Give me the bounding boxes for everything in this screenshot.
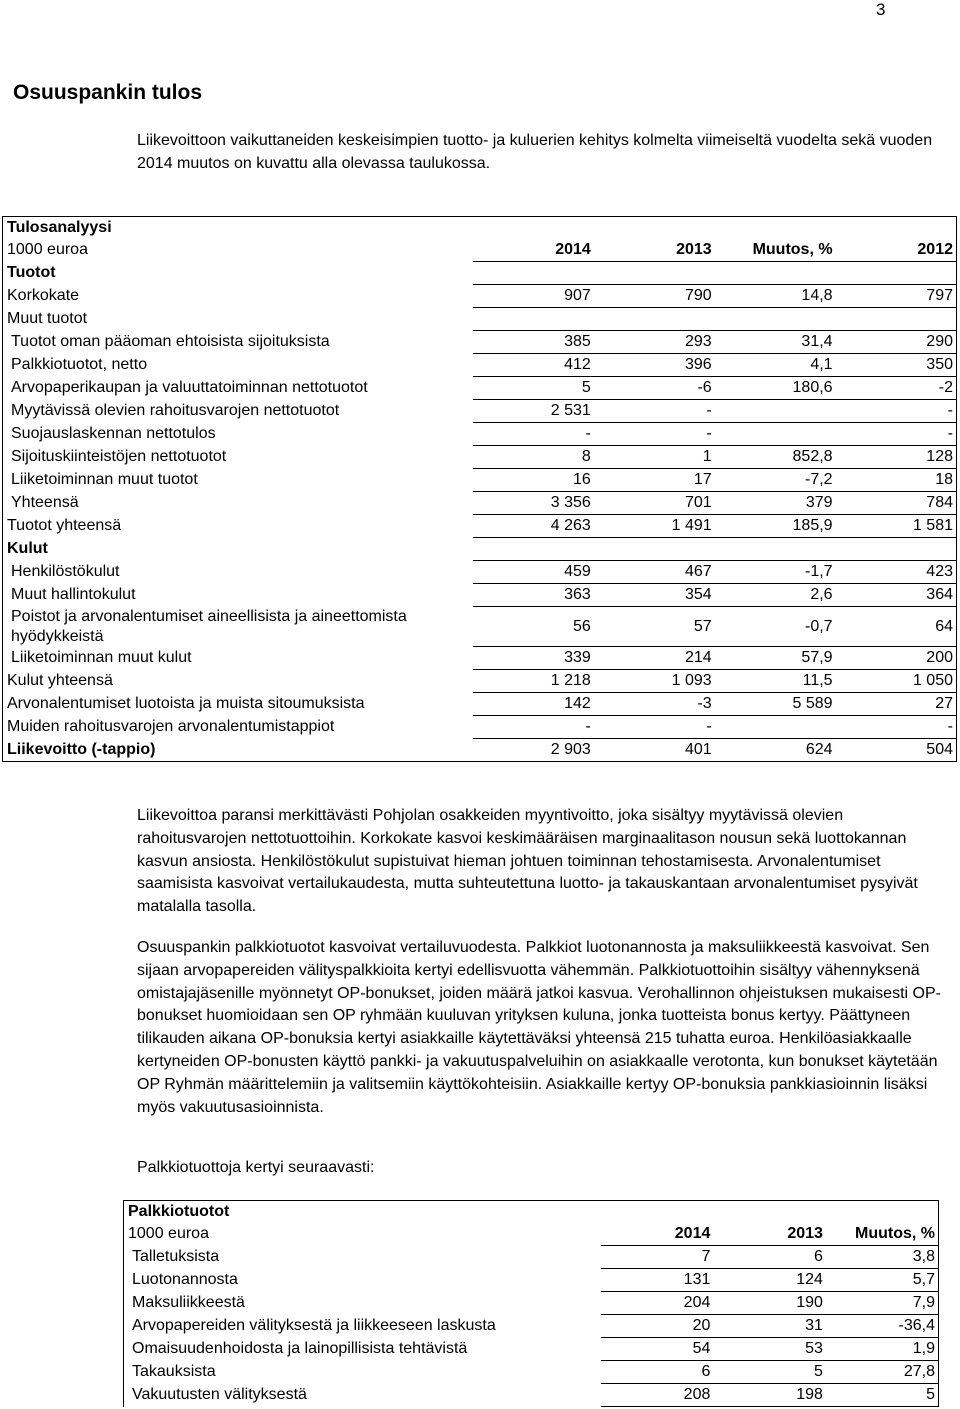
cell-value: - bbox=[594, 716, 715, 739]
table-row bbox=[3, 515, 957, 538]
table-header-row bbox=[124, 1223, 939, 1246]
table-row bbox=[3, 285, 957, 308]
cell-value: 4 263 bbox=[473, 515, 594, 538]
row-label: Muiden rahoitusvarojen arvonalentumistappiot bbox=[7, 718, 335, 735]
row-label: Liikevoitto (-tappio) bbox=[3, 739, 473, 762]
cell-value: 7 bbox=[601, 1246, 714, 1269]
table-title-row bbox=[124, 1201, 939, 1224]
cell-value: 5 bbox=[713, 1361, 826, 1384]
row-label: Tuotot bbox=[7, 264, 56, 281]
cell-value: 31,4 bbox=[715, 331, 836, 354]
page-number: 3 bbox=[876, 0, 886, 19]
cell-value bbox=[594, 262, 715, 285]
table-row bbox=[124, 1384, 939, 1407]
column-header: 2014 bbox=[601, 1223, 714, 1246]
cell-value: - bbox=[836, 400, 957, 423]
table-row bbox=[3, 308, 957, 331]
row-label: Kulut yhteensä bbox=[7, 672, 113, 689]
row-label: Henkilöstökulut bbox=[11, 563, 120, 580]
cell-value: 412 bbox=[473, 354, 594, 377]
cell-value: 18 bbox=[836, 469, 957, 492]
cell-value: 128 bbox=[836, 446, 957, 469]
row-label: Maksuliikkeestä bbox=[132, 1294, 245, 1311]
row-label: Sijoituskiinteistöjen nettotuotot bbox=[11, 448, 227, 465]
table-row bbox=[3, 670, 957, 693]
cell-value: -2 bbox=[836, 377, 957, 400]
table-row bbox=[3, 561, 957, 584]
cell-value: 8 bbox=[473, 446, 594, 469]
cell-value: 467 bbox=[594, 561, 715, 584]
cell-value: 385 bbox=[473, 331, 594, 354]
cell-value bbox=[715, 308, 836, 331]
table-row bbox=[3, 331, 957, 354]
column-header: Muutos, % bbox=[826, 1223, 939, 1246]
cell-value: 2 903 bbox=[473, 739, 594, 762]
cell-value: 185,9 bbox=[715, 515, 836, 538]
cell-value: 214 bbox=[594, 647, 715, 670]
row-label: Tuotot oman pääoman ehtoisista sijoituksista bbox=[11, 333, 330, 350]
table-row bbox=[3, 693, 957, 716]
cell-value: -7,2 bbox=[715, 469, 836, 492]
cell-value: 5 bbox=[473, 377, 594, 400]
table-row bbox=[3, 538, 957, 561]
table-row bbox=[124, 1338, 939, 1361]
row-label: Arvonalentumiset luotoista ja muista sitoumuksista bbox=[7, 695, 365, 712]
cell-value: 1 093 bbox=[594, 670, 715, 693]
cell-value: 396 bbox=[594, 354, 715, 377]
cell-value: 4,1 bbox=[715, 354, 836, 377]
cell-value: 5,7 bbox=[826, 1269, 939, 1292]
cell-value bbox=[594, 538, 715, 561]
cell-value: - bbox=[594, 400, 715, 423]
cell-value: -0,7 bbox=[715, 607, 836, 647]
row-label: Suojauslaskennan nettotulos bbox=[11, 425, 216, 442]
cell-value: 290 bbox=[836, 331, 957, 354]
body-paragraph-2: Osuuspankin palkkiotuotot kasvoivat vertailuvuodesta. Palkkiot luotonannosta ja maksuliikkeestä kasvoivat. Sen sijaan arvopapereiden välityspalkkioita kertyi edellisvuotta vähemmän. Palkkiotuottoihin sisältyy vähennyksenä omistajajäsenille myönnetyt OP-bonukset, joiden määrä jatkoi kasvua. Verohallinnon ohjeistuksen mukaisesti OP-bonukset huomioidaan sen OP ryhmään kuuluvan yrityksen kuluna, jonka tuotteista bonus kertyy. Päättyneen tilikauden aikana OP-bonuksia kertyi asiakkaille käytettäväksi yhteensä 215 tuhatta euroa. Henkilöasiakkaalle kertyneiden OP-bonusten käyttö pankki- ja vakuutuspalveluihin on asiakkaalle verotonta, kun bonukset käytetään OP Ryhmän määrittelemiin ja valitsemiin käyttökohteisiin. Asiakkaille kertyy OP-bonuksia pankkiasioinnin lisäksi myös vakuutusasioinnista. bbox=[137, 939, 941, 1116]
row-label: Arvopapereiden välityksestä ja liikkeeseen laskusta bbox=[132, 1317, 496, 1334]
column-header: 2013 bbox=[594, 239, 715, 262]
table-row bbox=[3, 647, 957, 670]
row-label: Takauksista bbox=[132, 1363, 216, 1380]
cell-value: 6 bbox=[601, 1361, 714, 1384]
cell-value: 142 bbox=[473, 693, 594, 716]
table-title: Tulosanalyysi bbox=[7, 219, 112, 236]
unit-label: 1000 euroa bbox=[128, 1225, 209, 1243]
cell-value: 3 356 bbox=[473, 492, 594, 515]
cell-value: 1 bbox=[594, 446, 715, 469]
row-label: Luotonannosta bbox=[132, 1271, 238, 1288]
row-label: Muut tuotot bbox=[7, 310, 88, 327]
table-row bbox=[124, 1292, 939, 1315]
cell-value bbox=[715, 716, 836, 739]
column-header: 2012 bbox=[836, 239, 957, 262]
row-label: Yhteensä bbox=[11, 494, 79, 511]
column-header: 2014 bbox=[473, 239, 594, 262]
row-label: Vakuutusten välityksestä bbox=[132, 1386, 307, 1403]
cell-value: -1,7 bbox=[715, 561, 836, 584]
cell-value: - bbox=[836, 423, 957, 446]
cell-value: 198 bbox=[713, 1384, 826, 1407]
cell-value: 1 491 bbox=[594, 515, 715, 538]
cell-value: 624 bbox=[715, 739, 836, 762]
cell-value: 57 bbox=[594, 607, 715, 647]
column-header: Muutos, % bbox=[715, 239, 836, 262]
cell-value: 208 bbox=[601, 1384, 714, 1407]
intro-paragraph: Liikevoittoon vaikuttaneiden keskeisimpien tuotto- ja kuluerien kehitys kolmelta viimeiseltä vuodelta sekä vuoden 2014 muutos on kuvattu alla olevassa taulukossa. bbox=[137, 132, 933, 172]
section-title: Osuuspankin tulos bbox=[13, 81, 203, 104]
cell-value bbox=[473, 538, 594, 561]
cell-value: 504 bbox=[836, 739, 957, 762]
palkkiotuotot-table bbox=[123, 1200, 939, 1407]
cell-value: 17 bbox=[594, 469, 715, 492]
cell-value: 1 050 bbox=[836, 670, 957, 693]
cell-value: 459 bbox=[473, 561, 594, 584]
body-paragraph-3: Palkkiotuottoja kertyi seuraavasti: bbox=[137, 1159, 375, 1176]
table-row bbox=[3, 469, 957, 492]
row-label: Myytävissä olevien rahoitusvarojen nettotuotot bbox=[11, 402, 340, 419]
unit-label: 1000 euroa bbox=[7, 241, 88, 259]
cell-value: 364 bbox=[836, 584, 957, 607]
table-row bbox=[3, 607, 957, 647]
cell-value: 784 bbox=[836, 492, 957, 515]
table-row bbox=[3, 400, 957, 423]
table-row bbox=[3, 446, 957, 469]
row-label: Tuotot yhteensä bbox=[7, 517, 122, 534]
cell-value: - bbox=[473, 423, 594, 446]
cell-value: 204 bbox=[601, 1292, 714, 1315]
cell-value: 7,9 bbox=[826, 1292, 939, 1315]
row-label: Muut hallintokulut bbox=[11, 586, 136, 603]
cell-value: 354 bbox=[594, 584, 715, 607]
cell-value: 701 bbox=[594, 492, 715, 515]
cell-value: 293 bbox=[594, 331, 715, 354]
table-row bbox=[124, 1246, 939, 1269]
table-row bbox=[3, 354, 957, 377]
table-row bbox=[3, 584, 957, 607]
cell-value: 1 218 bbox=[473, 670, 594, 693]
cell-value: 363 bbox=[473, 584, 594, 607]
cell-value bbox=[473, 262, 594, 285]
table-row bbox=[3, 377, 957, 400]
table-row bbox=[3, 262, 957, 285]
cell-value: 350 bbox=[836, 354, 957, 377]
cell-value bbox=[836, 262, 957, 285]
row-label: Omaisuudenhoidosta ja lainopillisista tehtävistä bbox=[132, 1340, 468, 1357]
cell-value: 31 bbox=[713, 1315, 826, 1338]
row-label: Korkokate bbox=[7, 287, 80, 304]
cell-value: 20 bbox=[601, 1315, 714, 1338]
cell-value: 16 bbox=[473, 469, 594, 492]
row-label: Kulut bbox=[7, 540, 48, 557]
cell-value: -6 bbox=[594, 377, 715, 400]
cell-value bbox=[836, 538, 957, 561]
cell-value: - bbox=[594, 423, 715, 446]
cell-value bbox=[836, 308, 957, 331]
cell-value: - bbox=[473, 716, 594, 739]
cell-value: 56 bbox=[473, 607, 594, 647]
row-label: Poistot ja arvonalentumiset aineellisista ja aineettomista hyödykkeistä bbox=[11, 607, 407, 645]
cell-value: 1,9 bbox=[826, 1338, 939, 1361]
cell-value: 27,8 bbox=[826, 1361, 939, 1384]
cell-value bbox=[715, 262, 836, 285]
cell-value: 64 bbox=[836, 607, 957, 647]
body-paragraph-1: Liikevoittoa paransi merkittävästi Pohjolan osakkeiden myyntivoitto, joka sisältyy myytävissä olevien rahoitusvarojen nettotuottoihin. Korkokate kasvoi keskimääräisen marginaalitason nousun sekä luottokannan kasvun ansiosta. Henkilöstökulut supistuivat hieman johtuen toiminnan tehostamisesta. Arvonalentumiset saamisista kasvoivat vertailukaudesta, mutta suhteutettuna luotto- ja takauskantaan arvonalentumiset pysyivät matalalla tasolla. bbox=[137, 807, 918, 916]
cell-value: 200 bbox=[836, 647, 957, 670]
row-label: Talletuksista bbox=[132, 1248, 220, 1265]
cell-value: 180,6 bbox=[715, 377, 836, 400]
row-label: Arvopaperikaupan ja valuuttatoiminnan nettotuotot bbox=[11, 379, 368, 396]
table-title: Palkkiotuotot bbox=[128, 1203, 230, 1220]
cell-value: 57,9 bbox=[715, 647, 836, 670]
cell-value: 3,8 bbox=[826, 1246, 939, 1269]
cell-value bbox=[473, 308, 594, 331]
cell-value: 379 bbox=[715, 492, 836, 515]
cell-value: 401 bbox=[594, 739, 715, 762]
cell-value: 11,5 bbox=[715, 670, 836, 693]
row-label: Palkkiotuotot, netto bbox=[11, 356, 148, 373]
cell-value: 852,8 bbox=[715, 446, 836, 469]
cell-value: 907 bbox=[473, 285, 594, 308]
table-row bbox=[3, 492, 957, 515]
cell-value: 27 bbox=[836, 693, 957, 716]
table-row bbox=[3, 739, 957, 762]
cell-value: - bbox=[836, 716, 957, 739]
table-header-row bbox=[3, 239, 957, 262]
cell-value bbox=[715, 423, 836, 446]
cell-value: 423 bbox=[836, 561, 957, 584]
cell-value: -3 bbox=[594, 693, 715, 716]
cell-value: 14,8 bbox=[715, 285, 836, 308]
table-title-row bbox=[3, 217, 957, 240]
column-header: 2013 bbox=[713, 1223, 826, 1246]
cell-value: 54 bbox=[601, 1338, 714, 1361]
tulosanalyysi-table bbox=[2, 216, 957, 762]
cell-value: 6 bbox=[713, 1246, 826, 1269]
table-row bbox=[3, 716, 957, 739]
cell-value bbox=[715, 400, 836, 423]
cell-value: 797 bbox=[836, 285, 957, 308]
cell-value: 190 bbox=[713, 1292, 826, 1315]
cell-value bbox=[715, 538, 836, 561]
cell-value: 2 531 bbox=[473, 400, 594, 423]
cell-value: 1 581 bbox=[836, 515, 957, 538]
cell-value: 2,6 bbox=[715, 584, 836, 607]
cell-value: 5 bbox=[826, 1384, 939, 1407]
cell-value bbox=[594, 308, 715, 331]
cell-value: 131 bbox=[601, 1269, 714, 1292]
table-row bbox=[124, 1361, 939, 1384]
table-row bbox=[124, 1315, 939, 1338]
cell-value: 124 bbox=[713, 1269, 826, 1292]
cell-value: 339 bbox=[473, 647, 594, 670]
row-label: Liiketoiminnan muut tuotot bbox=[11, 471, 198, 488]
cell-value: -36,4 bbox=[826, 1315, 939, 1338]
cell-value: 5 589 bbox=[715, 693, 836, 716]
table-row bbox=[3, 423, 957, 446]
cell-value: 53 bbox=[713, 1338, 826, 1361]
row-label: Liiketoiminnan muut kulut bbox=[11, 649, 192, 666]
table-row bbox=[124, 1269, 939, 1292]
cell-value: 790 bbox=[594, 285, 715, 308]
